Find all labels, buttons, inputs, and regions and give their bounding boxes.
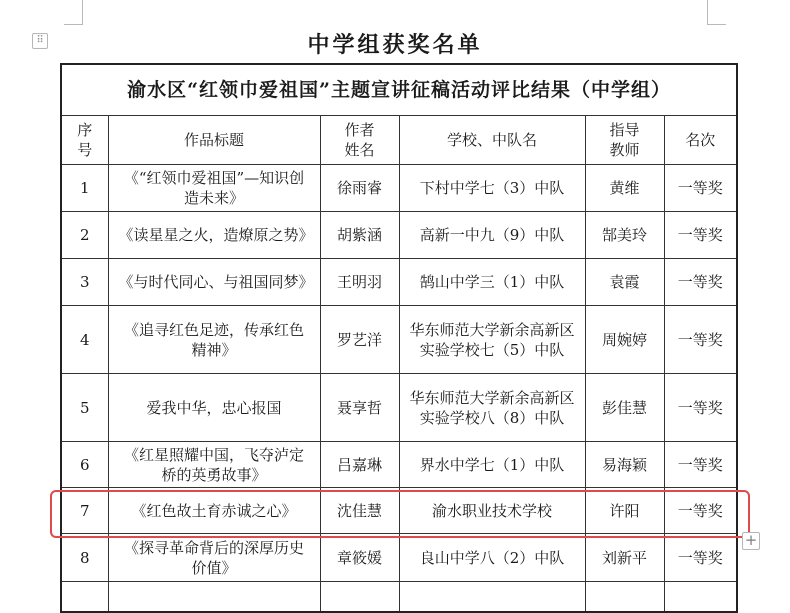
page-margin-corner-right [707,0,726,25]
row-title: 《探寻革命背后的深厚历史价值》 [108,534,320,582]
row-rank: 一等奖 [664,165,737,212]
row-rank: 一等奖 [664,212,737,259]
header-teacher: 指导教师 [585,116,664,165]
header-rank: 名次 [664,116,737,165]
row-school: 鹄山中学三（1）中队 [399,259,585,306]
row-number: 1 [61,165,108,212]
row-number: 4 [61,306,108,374]
row-title: 《红星照耀中国，飞夺泸定桥的英勇故事》 [108,442,320,488]
table-header-row [61,116,737,165]
table-row-highlighted [61,488,737,534]
row-teacher: 彭佳慧 [585,374,664,442]
table-row [61,165,737,212]
row-author: 罗艺洋 [320,306,399,374]
row-rank: 一等奖 [664,488,737,534]
awards-table [60,63,738,613]
row-author: 章筱媛 [320,534,399,582]
row-school: 高新一中九（9）中队 [399,212,585,259]
row-title: 《与时代同心、与祖国同梦》 [108,259,320,306]
row-teacher: 许阳 [585,488,664,534]
row-number: 6 [61,442,108,488]
row-rank: 一等奖 [664,259,737,306]
page-margin-corner-left [64,0,83,25]
table-row [61,306,737,374]
header-school: 学校、中队名 [399,116,585,165]
row-title: 《追寻红色足迹，传承红色精神》 [108,306,320,374]
row-number: 7 [61,488,108,534]
table-row [61,259,737,306]
table-row [61,442,737,488]
row-author: 聂享哲 [320,374,399,442]
row-rank: 一等奖 [664,534,737,582]
row-author: 沈佳慧 [320,488,399,534]
table-row-partial [61,582,737,612]
row-teacher: 周婉婷 [585,306,664,374]
row-title: 《红色故土育赤诚之心》 [108,488,320,534]
row-number: 3 [61,259,108,306]
row-title: 《读星星之火，造燎原之势》 [108,212,320,259]
table-row [61,374,737,442]
row-author: 胡紫涵 [320,212,399,259]
table-row [61,212,737,259]
row-title: 爱我中华，忠心报国 [108,374,320,442]
row-number: 2 [61,212,108,259]
row-number: 5 [61,374,108,442]
header-number: 序号 [61,116,108,165]
row-teacher: 易海颖 [585,442,664,488]
row-author: 王明羽 [320,259,399,306]
row-author: 吕嘉琳 [320,442,399,488]
row-school: 界水中学七（1）中队 [399,442,585,488]
row-author: 徐雨睿 [320,165,399,212]
row-teacher: 刘新平 [585,534,664,582]
row-school: 华东师范大学新余高新区实验学校八（8）中队 [399,374,585,442]
document-title: 中学组获奖名单 [307,32,483,58]
table-move-handle-icon[interactable]: ⠿ [32,33,48,49]
row-school: 渝水职业技术学校 [399,488,585,534]
header-title: 作品标题 [108,116,320,165]
table-caption: 渝水区“红领巾爱祖国”主题宣讲征稿活动评比结果（中学组） [61,64,737,116]
header-author: 作者姓名 [320,116,399,165]
row-teacher: 袁霞 [585,259,664,306]
add-row-plus-icon[interactable]: + [742,532,760,550]
row-rank: 一等奖 [664,306,737,374]
row-school: 良山中学八（2）中队 [399,534,585,582]
row-school: 下村中学七（3）中队 [399,165,585,212]
row-rank: 一等奖 [664,374,737,442]
row-number: 8 [61,534,108,582]
row-rank: 一等奖 [664,442,737,488]
row-title: 《“红领巾爱祖国”—知识创造未来》 [108,165,320,212]
row-teacher: 郜美玲 [585,212,664,259]
row-teacher: 黄维 [585,165,664,212]
row-school: 华东师范大学新余高新区实验学校七（5）中队 [399,306,585,374]
table-row [61,534,737,582]
